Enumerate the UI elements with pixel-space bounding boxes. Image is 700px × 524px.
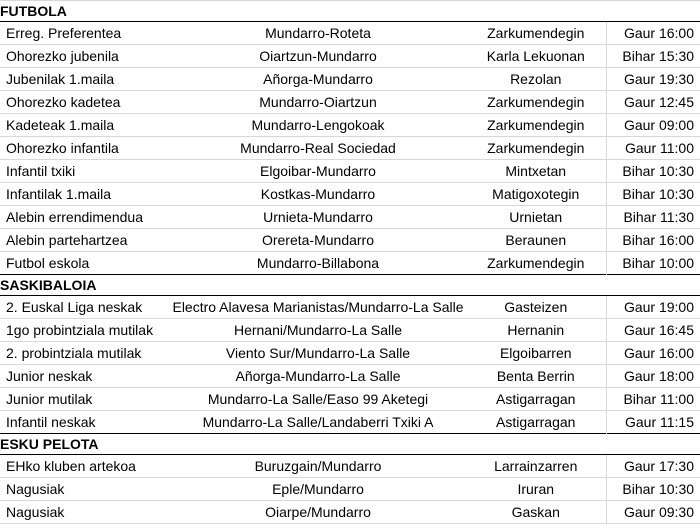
venue-cell: Iruran	[466, 478, 606, 501]
table-row	[0, 91, 700, 114]
time-cell: Bihar 10:30	[606, 183, 700, 206]
time-cell: Bihar 16:00	[606, 229, 700, 252]
match-cell: Oiarpe/Mundarro	[170, 501, 466, 524]
match-cell: Electro Alavesa Marianistas/Mundarro-La Salle	[170, 296, 466, 319]
table-row	[0, 45, 700, 68]
category-cell: 1go probintziala mutilak	[0, 319, 170, 342]
section-header	[0, 1, 700, 22]
venue-cell: Karla Lekuonan	[466, 45, 606, 68]
venue-cell: Astigarragan	[466, 388, 606, 411]
match-cell: Mundarro-Roteta	[170, 22, 466, 45]
table-row	[0, 501, 700, 524]
category-cell: Infantilak 1.maila	[0, 183, 170, 206]
section-title: FUTBOLA	[0, 1, 700, 22]
time-cell: Gaur 09:30	[606, 501, 700, 524]
table-row	[0, 206, 700, 229]
match-cell: Añorga-Mundarro-La Salle	[170, 365, 466, 388]
match-cell: Mundarro-Oiartzun	[170, 91, 466, 114]
category-cell: Nagusiak	[0, 501, 170, 524]
category-cell: Junior mutilak	[0, 388, 170, 411]
time-cell: Gaur 11:00	[606, 137, 700, 160]
category-cell: Jubenilak 1.maila	[0, 68, 170, 91]
match-cell: Añorga-Mundarro	[170, 68, 466, 91]
time-cell: Gaur 12:45	[606, 91, 700, 114]
time-cell: Bihar 10:00	[606, 252, 700, 275]
match-cell: Viento Sur/Mundarro-La Salle	[170, 342, 466, 365]
time-cell: Gaur 17:30	[606, 455, 700, 478]
match-cell: Urnieta-Mundarro	[170, 206, 466, 229]
match-cell: Hernani/Mundarro-La Salle	[170, 319, 466, 342]
venue-cell: Hernanin	[466, 319, 606, 342]
table-row	[0, 183, 700, 206]
match-cell: Elgoibar-Mundarro	[170, 160, 466, 183]
section-title: ESKU PELOTA	[0, 434, 700, 455]
table-row	[0, 137, 700, 160]
venue-cell: Benta Berrin	[466, 365, 606, 388]
section-title: SASKIBALOIA	[0, 275, 700, 296]
match-cell: Mundarro-Billabona	[170, 252, 466, 275]
table-row	[0, 411, 700, 434]
section-header	[0, 275, 700, 296]
table-row	[0, 319, 700, 342]
time-cell: Gaur 16:00	[606, 22, 700, 45]
category-cell: Ohorezko kadetea	[0, 91, 170, 114]
table-row	[0, 22, 700, 45]
match-cell: Oiartzun-Mundarro	[170, 45, 466, 68]
time-cell: Bihar 11:00	[606, 388, 700, 411]
time-cell: Bihar 10:30	[606, 478, 700, 501]
table-row	[0, 252, 700, 275]
venue-cell: Mintxetan	[466, 160, 606, 183]
table-row	[0, 455, 700, 478]
venue-cell: Rezolan	[466, 68, 606, 91]
venue-cell: Zarkumendegin	[466, 137, 606, 160]
time-cell: Bihar 11:30	[606, 206, 700, 229]
section-header	[0, 434, 700, 455]
table-row	[0, 296, 700, 319]
category-cell: Nagusiak	[0, 478, 170, 501]
schedule-body	[0, 1, 700, 524]
table-row	[0, 478, 700, 501]
time-cell: Bihar 15:30	[606, 45, 700, 68]
time-cell: Bihar 10:30	[606, 160, 700, 183]
time-cell: Gaur 09:00	[606, 114, 700, 137]
category-cell: Alebin errendimendua	[0, 206, 170, 229]
venue-cell: Zarkumendegin	[466, 91, 606, 114]
venue-cell: Gaskan	[466, 501, 606, 524]
venue-cell: Matigoxotegin	[466, 183, 606, 206]
venue-cell: Zarkumendegin	[466, 22, 606, 45]
table-row	[0, 160, 700, 183]
match-cell: Buruzgain/Mundarro	[170, 455, 466, 478]
venue-cell: Beraunen	[466, 229, 606, 252]
venue-cell: Astigarragan	[466, 411, 606, 434]
time-cell: Gaur 18:00	[606, 365, 700, 388]
match-cell: Mundarro-La Salle/Easo 99 Aketegi	[170, 388, 466, 411]
match-cell: Kostkas-Mundarro	[170, 183, 466, 206]
venue-cell: Gasteizen	[466, 296, 606, 319]
category-cell: Infantil neskak	[0, 411, 170, 434]
category-cell: Infantil txiki	[0, 160, 170, 183]
category-cell: Erreg. Preferentea	[0, 22, 170, 45]
category-cell: Junior neskak	[0, 365, 170, 388]
table-row	[0, 365, 700, 388]
time-cell: Gaur 16:45	[606, 319, 700, 342]
match-cell: Mundarro-Real Sociedad	[170, 137, 466, 160]
category-cell: 2. probintziala mutilak	[0, 342, 170, 365]
venue-cell: Urnietan	[466, 206, 606, 229]
venue-cell: Elgoibarren	[466, 342, 606, 365]
category-cell: 2. Euskal Liga neskak	[0, 296, 170, 319]
category-cell: Alebin partehartzea	[0, 229, 170, 252]
time-cell: Gaur 16:00	[606, 342, 700, 365]
time-cell: Gaur 19:00	[606, 296, 700, 319]
category-cell: Ohorezko jubenila	[0, 45, 170, 68]
time-cell: Gaur 11:15	[606, 411, 700, 434]
table-row	[0, 229, 700, 252]
venue-cell: Zarkumendegin	[466, 114, 606, 137]
category-cell: Futbol eskola	[0, 252, 170, 275]
category-cell: EHko kluben artekoa	[0, 455, 170, 478]
category-cell: Kadeteak 1.maila	[0, 114, 170, 137]
category-cell: Ohorezko infantila	[0, 137, 170, 160]
time-cell: Gaur 19:30	[606, 68, 700, 91]
table-row	[0, 388, 700, 411]
table-row	[0, 342, 700, 365]
venue-cell: Zarkumendegin	[466, 252, 606, 275]
match-cell: Eple/Mundarro	[170, 478, 466, 501]
venue-cell: Larrainzarren	[466, 455, 606, 478]
table-row	[0, 68, 700, 91]
match-cell: Orereta-Mundarro	[170, 229, 466, 252]
match-cell: Mundarro-Lengokoak	[170, 114, 466, 137]
table-row	[0, 114, 700, 137]
match-cell: Mundarro-La Salle/Landaberri Txiki A	[170, 411, 466, 434]
